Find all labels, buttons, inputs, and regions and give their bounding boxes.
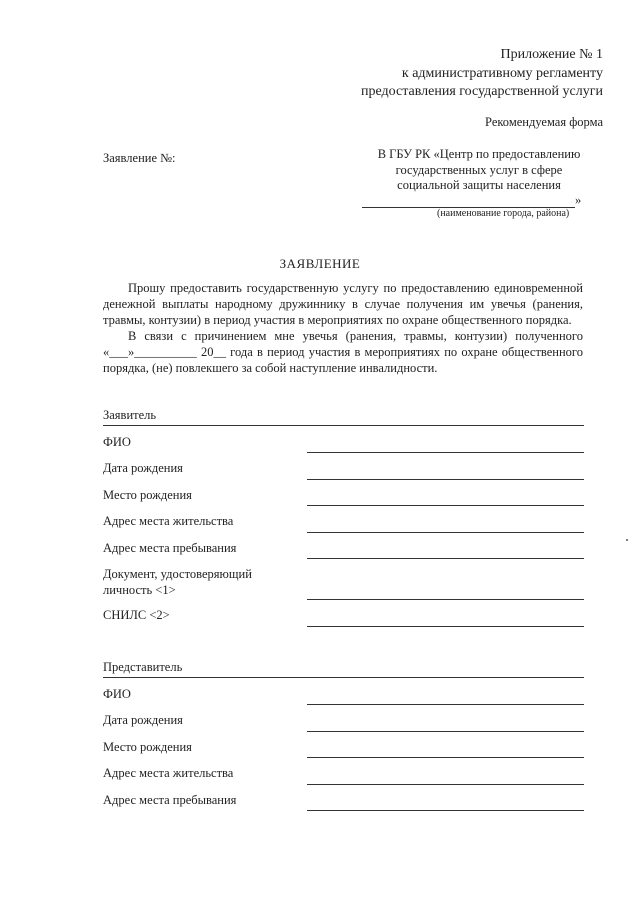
request-paragraph: Прошу предоставить государственную услугу по предоставлению единовременной денежной выплаты народному дружиннику в случае получения им увечья (ранения, травмы, контузии) в период участия в мероприятиях по охране общественного порядка.	[103, 281, 583, 327]
applicant-divider	[103, 425, 584, 426]
representative-heading: Представитель	[103, 660, 183, 674]
representative-stay-field[interactable]	[307, 810, 584, 811]
applicant-birth-place-label: Место рождения	[103, 488, 192, 502]
representative-birth-place-field[interactable]	[307, 757, 584, 758]
applicant-fio-field[interactable]	[307, 452, 584, 453]
appendix-subtitle-line-2: предоставления государственной услуги	[361, 84, 603, 99]
representative-fio-field[interactable]	[307, 704, 584, 705]
application-number-label: Заявление №:	[103, 151, 176, 165]
appendix-title: Приложение № 1	[500, 47, 603, 62]
representative-stay-label: Адрес места пребывания	[103, 793, 237, 807]
applicant-snils-label: СНИЛС <2>	[103, 608, 170, 622]
applicant-birth-date-field[interactable]	[307, 479, 584, 480]
appendix-subtitle-line-1: к административному регламенту	[401, 66, 603, 81]
applicant-birth-date-label: Дата рождения	[103, 461, 183, 475]
addressee-line-2: государственных услуг в сфере	[395, 163, 563, 177]
applicant-residence-field[interactable]	[307, 532, 584, 533]
document-title: ЗАЯВЛЕНИЕ	[279, 256, 361, 271]
addressee-line-3: социальной защиты населения	[397, 178, 561, 192]
representative-divider	[103, 677, 584, 678]
applicant-stay-field[interactable]	[307, 558, 584, 559]
representative-fio-label: ФИО	[103, 687, 131, 701]
applicant-id-document-label-2: личность <1>	[103, 583, 176, 597]
body-text	[103, 280, 583, 376]
scan-speck	[626, 539, 628, 541]
addressee-line-1: В ГБУ РК «Центр по предоставлению	[377, 147, 581, 161]
applicant-birth-place-field[interactable]	[307, 505, 584, 506]
representative-residence-label: Адрес места жительства	[103, 766, 234, 780]
applicant-id-document-label-1: Документ, удостоверяющий	[103, 567, 252, 581]
addressee-closing-quote: »	[575, 193, 582, 207]
applicant-stay-label: Адрес места пребывания	[103, 541, 237, 555]
city-district-caption: (наименование города, района)	[437, 208, 570, 219]
applicant-snils-field[interactable]	[307, 626, 584, 627]
representative-birth-date-field[interactable]	[307, 731, 584, 732]
injury-paragraph: В связи с причинением мне увечья (ранения, травмы, контузии) полученного «___»__________ 20__ года в период участия в мероприятиях по охране общественного порядка, (не) повлекшего за собой наступление инвалидности.	[103, 329, 583, 375]
representative-residence-field[interactable]	[307, 784, 584, 785]
applicant-residence-label: Адрес места жительства	[103, 514, 234, 528]
representative-birth-date-label: Дата рождения	[103, 713, 183, 727]
representative-birth-place-label: Место рождения	[103, 740, 192, 754]
applicant-fio-label: ФИО	[103, 435, 131, 449]
applicant-id-document-field[interactable]	[307, 599, 584, 600]
applicant-heading: Заявитель	[103, 408, 157, 422]
recommended-form-note: Рекомендуемая форма	[485, 115, 603, 129]
